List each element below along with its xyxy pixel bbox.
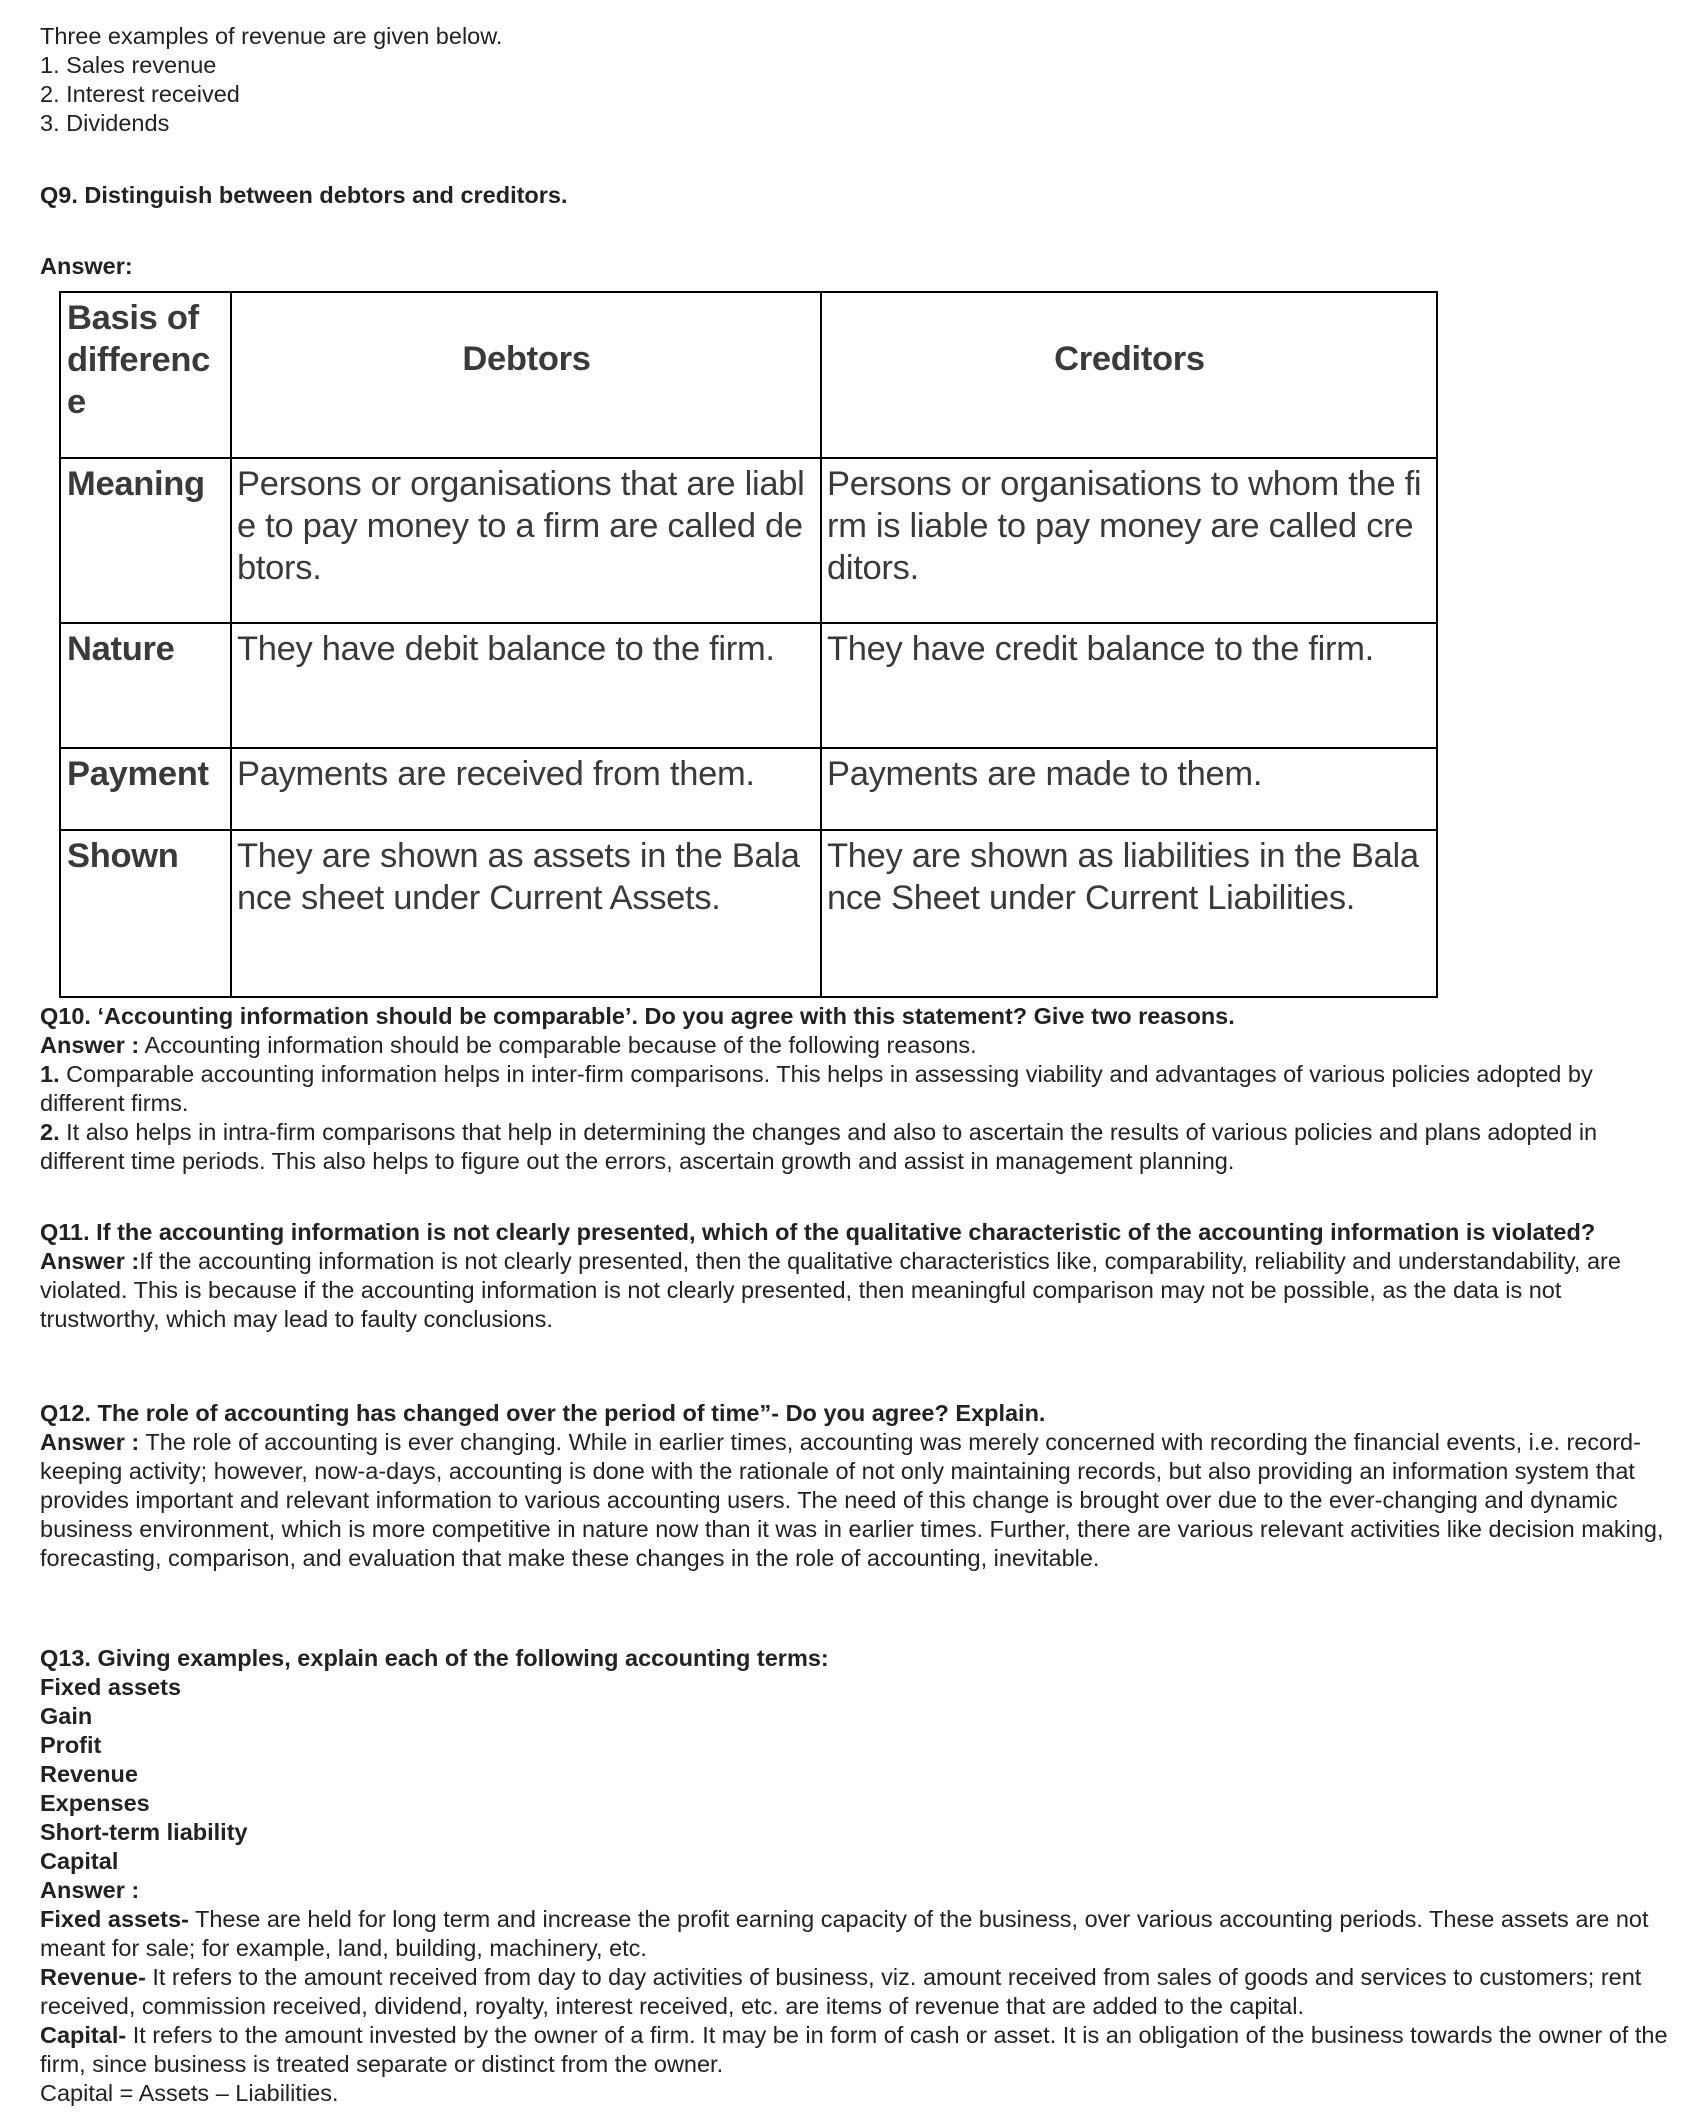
definition-term: Fixed assets- [40, 1906, 189, 1932]
cell-creditors: They have credit balance to the firm. [821, 623, 1437, 748]
row-basis: Shown [60, 830, 231, 997]
term-item: Revenue [40, 1761, 138, 1787]
cell-debtors: Payments are received from them. [231, 748, 821, 830]
point-text: It also helps in intra-firm comparisons that help in determining the changes and also to ascertain the results of various policies and plans adopted in different time periods. This also helps to figure out the errors, ascertain growth and assist in management planning. [40, 1119, 1598, 1174]
q11-section [40, 1218, 1670, 1334]
q10-section [40, 1002, 1670, 1176]
q10-question: Q10. ‘Accounting information should be comparable’. Do you agree with this statement? Give two reasons. [40, 1003, 1235, 1029]
definition-text: It refers to the amount invested by the owner of a firm. It may be in form of cash or asset. It is an obligation of the business towards the owner of the firm, since business is treated separate or distinct from the owner. [40, 2022, 1668, 2077]
answer-text: If the accounting information is not clearly presented, then the qualitative characteristics like, comparability, reliability and understandability, are violated. This is because if the accounting information is not clearly presented, then meaningful comparison may not be possible, as the data is not trustworthy, which may lead to faulty conclusions. [40, 1248, 1621, 1332]
q9-answer-label: Answer: [40, 253, 133, 279]
cell-creditors: Payments are made to them. [821, 748, 1437, 830]
q10-point [40, 1060, 1670, 1118]
table-row [60, 748, 1437, 830]
point-number: 2. [40, 1119, 60, 1145]
answer-label: Answer : [40, 1032, 140, 1058]
table-row [60, 623, 1437, 748]
q11-answer [40, 1247, 1670, 1334]
definition [40, 1963, 1670, 2021]
intro-item: 2. Interest received [40, 81, 240, 107]
q12-answer [40, 1428, 1670, 1573]
point-number: 1. [40, 1061, 60, 1087]
term-item: Short-term liability [40, 1819, 248, 1845]
header-creditors: Creditors [821, 292, 1437, 458]
revenue-examples [40, 22, 1670, 138]
answer-text: The role of accounting is ever changing. While in earlier times, accounting was merely concerned with recording the financial events, i.e. record-keeping activity; however, now-a-days, accounting is done with the rationale of not only maintaining records, but also providing an information system that provides important and relevant information to various accounting users. The need of this change is brought over due to the ever-changing and dynamic business environment, which is more competitive in nature now than it was in earlier times. Further, there are various relevant activities like decision making, forecasting, comparison, and evaluation that make these changes in the role of accounting, inevitable. [40, 1429, 1664, 1571]
header-debtors: Debtors [231, 292, 821, 458]
definition [40, 1905, 1670, 1963]
definition-term: Capital- [40, 2022, 127, 2048]
table-row [60, 830, 1437, 997]
capital-formula: Capital = Assets – Liabilities. [40, 2080, 339, 2106]
q13-answer-label: Answer : [40, 1877, 140, 1903]
q13-question: Q13. Giving examples, explain each of the following accounting terms: [40, 1645, 829, 1671]
row-basis: Nature [60, 623, 231, 748]
intro-item: 1. Sales revenue [40, 52, 217, 78]
row-basis: Payment [60, 748, 231, 830]
definition-term: Revenue- [40, 1964, 146, 1990]
q11-question: Q11. If the accounting information is not clearly presented, which of the qualitative characteristic of the accounting information is violated? [40, 1219, 1596, 1245]
row-basis: Meaning [60, 458, 231, 623]
answer-label: Answer : [40, 1429, 140, 1455]
cell-debtors: Persons or organisations that are liable to pay money to a firm are called debtors. [231, 458, 821, 623]
cell-debtors: They are shown as assets in the Balance sheet under Current Assets. [231, 830, 821, 997]
header-basis: Basis of difference [60, 292, 231, 458]
term-item: Profit [40, 1732, 102, 1758]
q10-point [40, 1118, 1670, 1176]
term-item: Capital [40, 1848, 119, 1874]
cell-creditors: Persons or organisations to whom the firm is liable to pay money are called creditors. [821, 458, 1437, 623]
intro-lead: Three examples of revenue are given below. [40, 23, 503, 49]
answer-text: Accounting information should be comparable because of the following reasons. [139, 1032, 977, 1058]
q13-section [40, 1644, 1670, 2108]
intro-item: 3. Dividends [40, 110, 170, 136]
definition [40, 2021, 1670, 2079]
table-row [60, 458, 1437, 623]
term-item: Gain [40, 1703, 93, 1729]
cell-creditors: They are shown as liabilities in the Balance Sheet under Current Liabilities. [821, 830, 1437, 997]
q10-answer [40, 1031, 1670, 1060]
cell-debtors: They have debit balance to the firm. [231, 623, 821, 748]
definition-text: It refers to the amount received from day to day activities of business, viz. amount received from sales of goods and services to customers; rent received, commission received, dividend, royalty, interest received, etc. are items of revenue that are added to the capital. [40, 1964, 1642, 2019]
term-item: Expenses [40, 1790, 150, 1816]
q12-question: Q12. The role of accounting has changed over the period of time”- Do you agree? Explain. [40, 1400, 1046, 1426]
table-header-row [60, 292, 1437, 458]
q9-question: Q9. Distinguish between debtors and creditors. [40, 182, 568, 208]
term-item: Fixed assets [40, 1674, 182, 1700]
answer-label: Answer : [40, 1248, 140, 1274]
definition-text: These are held for long term and increase the profit earning capacity of the business, over various accounting periods. These assets are not meant for sale; for example, land, building, machinery, etc. [40, 1906, 1649, 1961]
point-text: Comparable accounting information helps in inter-firm comparisons. This helps in assessing viability and advantages of various policies adopted by different firms. [40, 1061, 1593, 1116]
q12-section [40, 1399, 1670, 1573]
debtors-creditors-table [59, 291, 1438, 998]
